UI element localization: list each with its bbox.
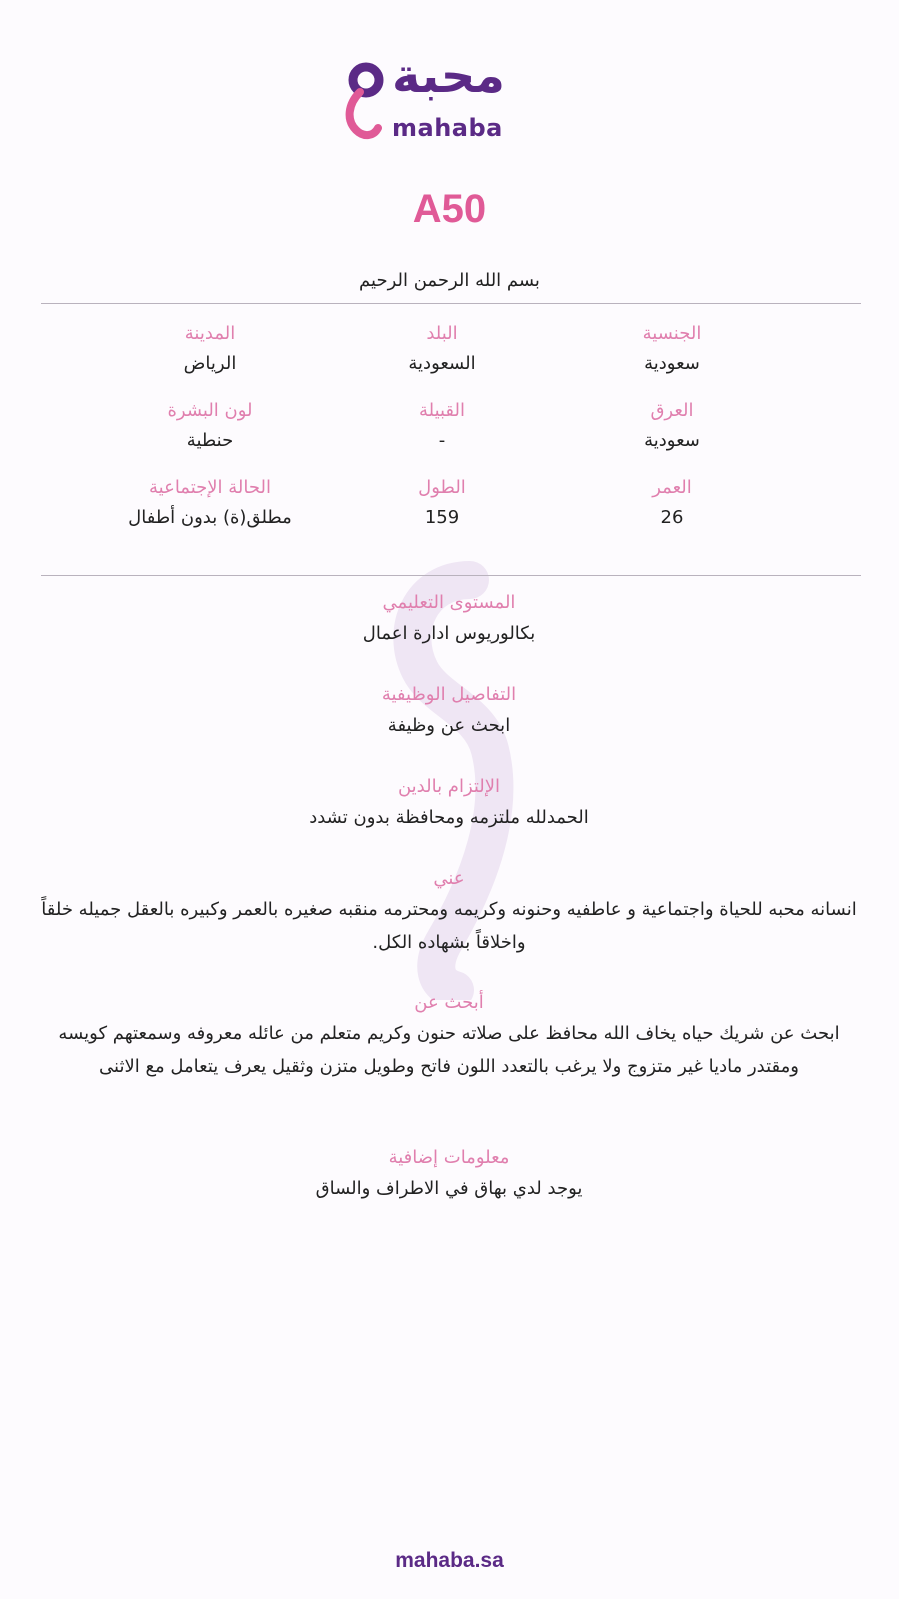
attribute-origin — [552, 399, 792, 453]
logo-arabic-text: محبة — [392, 48, 506, 104]
attribute-value: 26 — [660, 507, 684, 528]
attribute-tribe — [322, 399, 562, 453]
section-value: الحمدلله ملتزمه ومحافظة بدون تشدد — [309, 807, 589, 828]
section-label: التفاصيل الوظيفية — [381, 684, 517, 705]
footer-site-link[interactable]: mahaba.sa — [395, 1549, 504, 1572]
section-job — [36, 683, 862, 742]
attribute-label: المدينة — [184, 323, 236, 344]
section-religion — [36, 775, 862, 834]
attribute-value: مطلق(ة) بدون أطفال — [128, 507, 292, 528]
section-education — [36, 591, 862, 650]
section-value: ابحث عن وظيفة — [387, 715, 511, 736]
attribute-height — [322, 476, 562, 530]
section-value: انسانه محبه للحياة واجتماعية و عاطفيه وحنونه وكريمه ومحترمه منقبه صغيره بالعمر وكبيره بالعقل جميله خلقاً واخلاقاً بشهاده الكل. — [41, 899, 857, 953]
attribute-label: القبيلة — [418, 400, 466, 421]
attribute-value: حنطية — [186, 430, 234, 451]
logo-english-text: mahaba — [392, 114, 503, 142]
attribute-value: 159 — [424, 507, 460, 528]
mahaba-logo-mark-icon — [340, 58, 388, 148]
section-label: معلومات إضافية — [388, 1147, 510, 1168]
section-value: يوجد لدي بهاق في الاطراف والساق — [315, 1178, 583, 1199]
attribute-label: العرق — [650, 400, 694, 421]
section-about — [36, 867, 862, 959]
mahaba-logo — [340, 48, 520, 148]
attribute-country — [322, 322, 562, 376]
divider-top — [41, 303, 861, 304]
attribute-value: السعودية — [408, 353, 476, 374]
attribute-label: البلد — [426, 323, 458, 344]
attribute-label: الجنسية — [642, 323, 702, 344]
section-looking-for — [36, 991, 862, 1083]
attribute-nationality — [552, 322, 792, 376]
section-label: عني — [433, 868, 465, 889]
section-additional — [36, 1146, 862, 1205]
attribute-city — [90, 322, 330, 376]
section-label: الإلتزام بالدين — [397, 776, 501, 797]
attribute-label: لون البشرة — [167, 400, 253, 421]
attribute-marital-status — [90, 476, 330, 530]
attribute-age — [552, 476, 792, 530]
attribute-value: سعودية — [644, 353, 700, 374]
profile-code: A50 — [412, 187, 487, 231]
section-value: بكالوريوس ادارة اعمال — [362, 623, 536, 644]
section-label: المستوى التعليمي — [382, 592, 516, 613]
attribute-value: - — [438, 430, 446, 451]
section-label: أبحث عن — [414, 992, 484, 1013]
attribute-label: الطول — [418, 477, 466, 498]
attribute-value: سعودية — [644, 430, 700, 451]
basmala: بسم الله الرحمن الرحيم — [359, 270, 540, 291]
divider-middle — [41, 575, 861, 576]
attribute-skin-color — [90, 399, 330, 453]
section-value: ابحث عن شريك حياه يخاف الله محافظ على صلاته حنون وكريم متعلم من عائله معروفه وسمعتهم كويسه ومقتدر ماديا غير متزوج ولا يرغب بالتعدد اللون فاتح وطويل متزن وثقيل يعرف يتعامل مع الاثنى — [58, 1023, 840, 1077]
attribute-label: العمر — [652, 477, 692, 498]
attribute-label: الحالة الإجتماعية — [149, 477, 271, 498]
attribute-value: الرياض — [183, 353, 237, 374]
